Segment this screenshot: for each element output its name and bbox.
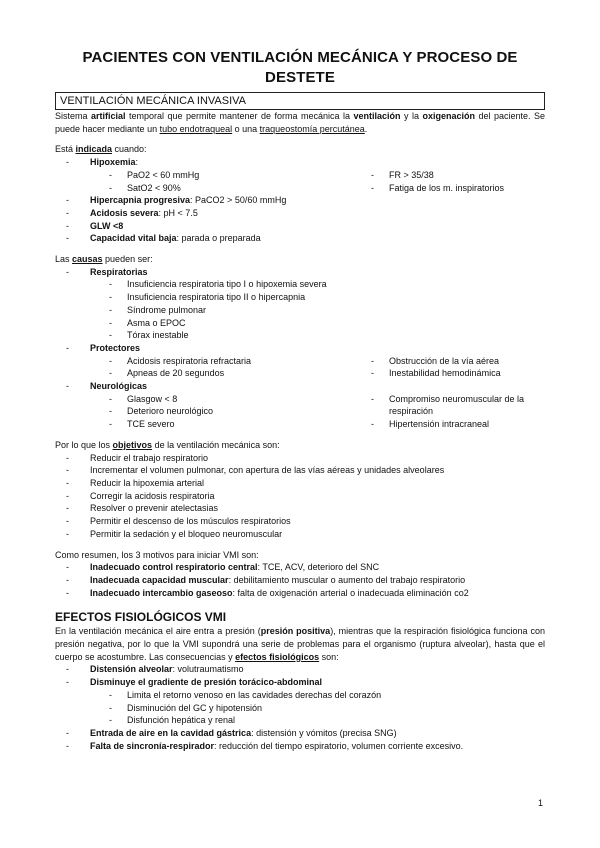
list-item: - Acidosis severa: pH < 7.5 xyxy=(66,207,198,218)
list-item: - Síndrome pulmonar xyxy=(109,304,207,315)
section-box-heading: VENTILACIÓN MECÁNICA INVASIVA xyxy=(55,92,545,110)
indicada-lead: Está indicada cuando: xyxy=(55,144,147,155)
list-item: - GLW <8 xyxy=(66,220,124,231)
list-item: - Deterioro neurológico respiración xyxy=(109,406,434,417)
list-item: - Permitir la sedación y el bloqueo neuromuscular xyxy=(66,528,283,539)
list-item: - Glasgow < 8 - Compromiso neuromuscular de la xyxy=(109,393,525,404)
list-item: - SatO2 < 90% - Fatiga de los m. inspiratorios xyxy=(109,182,505,193)
list-item: - Inadecuado intercambio gaseoso: falta de oxigenación arterial o inadecuada eliminación co2 xyxy=(66,587,469,598)
list-item: - Insuficiencia respiratoria tipo II o hipercapnia xyxy=(109,292,306,303)
list-item: - Reducir la hipoxemia arterial xyxy=(66,477,205,488)
list-item: - Resolver o prevenir atelectasias xyxy=(66,503,219,514)
list-item: - Neurológicas xyxy=(66,381,148,392)
list-item: - Tórax inestable xyxy=(109,330,189,341)
list-item: - Distensión alveolar: volutraumatismo xyxy=(66,664,244,675)
list-item: - Disminución del GC y hipotensión xyxy=(109,702,263,713)
list-item: - Hipercapnia progresiva: PaCO2 > 50/60 mmHg xyxy=(66,195,287,206)
list-item: - Incrementar el volumen pulmonar, con apertura de las vías aéreas y unidades alveolares xyxy=(66,465,445,476)
list-item: - Limita el retorno venoso en las cavidades derechas del corazón xyxy=(109,689,382,700)
list-item: - Acidosis respiratoria refractaria - Obstrucción de la vía aérea xyxy=(109,355,500,366)
resumen-lead: Como resumen, los 3 motivos para iniciar VMI son: xyxy=(55,549,259,560)
list-item: - Inadecuado control respiratorio central: TCE, ACV, deterioro del SNC xyxy=(66,562,380,573)
intro-paragraph: Sistema artificial temporal que permite mantener de forma mecánica la ventilación y la oxigenación del paciente. Se puede hacer mediante un tubo endotraqueal o una traqueostomía percutánea. xyxy=(55,111,545,134)
efectos-paragraph: En la ventilación mecánica el aire entra a presión (presión positiva), mientras que la respiración fisiológica funciona con presión negativa, por lo que la VMI supondrá una serie de problemas para el organismo (ruptura alveolar), hasta que el cuerpo se acostumbre. Las consecuencias y efectos fisiológicos son: xyxy=(55,626,545,662)
list-item: - Reducir el trabajo respiratorio xyxy=(66,452,209,463)
list-item: - Capacidad vital baja: parada o preparada xyxy=(66,233,261,244)
document-page xyxy=(55,48,545,752)
list-item: - Entrada de aire en la cavidad gástrica: distensión y vómitos (precisa SNG) xyxy=(66,727,397,738)
list-item: - Apneas de 20 segundos - Inestabilidad hemodinámica xyxy=(109,368,501,379)
list-item: - Hipoxemia: xyxy=(66,157,139,168)
objetivos-lead: Por lo que los objetivos de la ventilación mecánica son: xyxy=(55,439,280,450)
causas-lead: Las causas pueden ser: xyxy=(55,254,153,265)
list-item: - Protectores xyxy=(66,342,141,353)
list-item: - Disminuye el gradiente de presión torácico-abdominal xyxy=(66,677,323,688)
list-item: - Falta de sincronía-respirador: reducción del tiempo espiratorio, volumen corriente excesivo. xyxy=(66,740,464,751)
list-item: - Disfunción hepática y renal xyxy=(109,715,236,726)
list-item: - TCE severo - Hipertensión intracraneal xyxy=(109,419,490,430)
list-item: - Corregir la acidosis respiratoria xyxy=(66,490,215,501)
page-number: 1 xyxy=(537,798,543,808)
list-item: - Inadecuada capacidad muscular: debilitamiento muscular o aumento del trabajo respiratorio xyxy=(66,574,466,585)
list-item: - Insuficiencia respiratoria tipo I o hipoxemia severa xyxy=(109,279,327,290)
page-title: PACIENTES CON VENTILACIÓN MECÁNICA Y PROCESO DE DESTETE xyxy=(82,49,518,86)
list-item: - Respiratorias xyxy=(66,266,148,277)
list-item: - Permitir el descenso de los músculos respiratorios xyxy=(66,516,291,527)
list-item: - PaO2 < 60 mmHg - FR > 35/38 xyxy=(109,169,434,180)
section-heading-efectos: EFECTOS FISIOLÓGICOS VMI xyxy=(55,610,227,625)
list-item: - Asma o EPOC xyxy=(109,317,186,328)
